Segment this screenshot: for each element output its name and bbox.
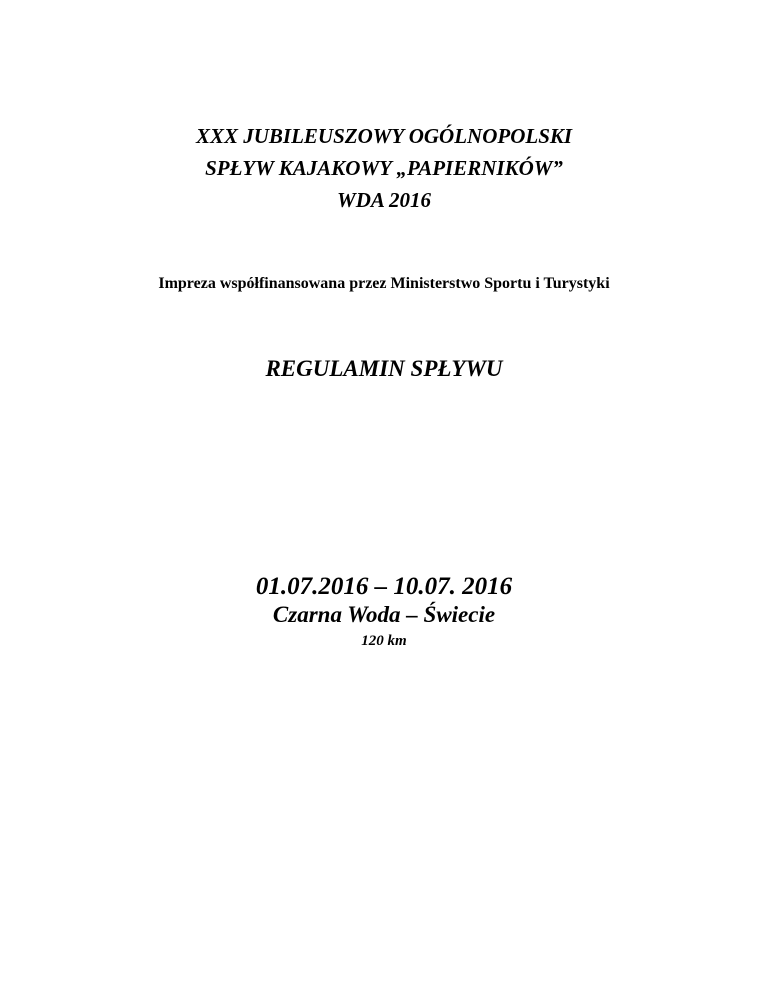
event-route: Czarna Woda – Świecie	[272, 602, 496, 627]
title-line-2: SPŁYW KAJAKOWY „PAPIERNIKÓW”	[205, 156, 563, 180]
funding-note: Impreza współfinansowana przez Ministerstwo Sportu i Turystyki	[158, 275, 610, 292]
title-line-1: XXX JUBILEUSZOWY OGÓLNOPOLSKI	[195, 124, 573, 148]
title-line-3: WDA 2016	[337, 188, 431, 212]
document-title: REGULAMIN SPŁYWU	[265, 356, 503, 381]
event-distance: 120 km	[361, 633, 407, 649]
event-dates: 01.07.2016 – 10.07. 2016	[255, 573, 513, 600]
